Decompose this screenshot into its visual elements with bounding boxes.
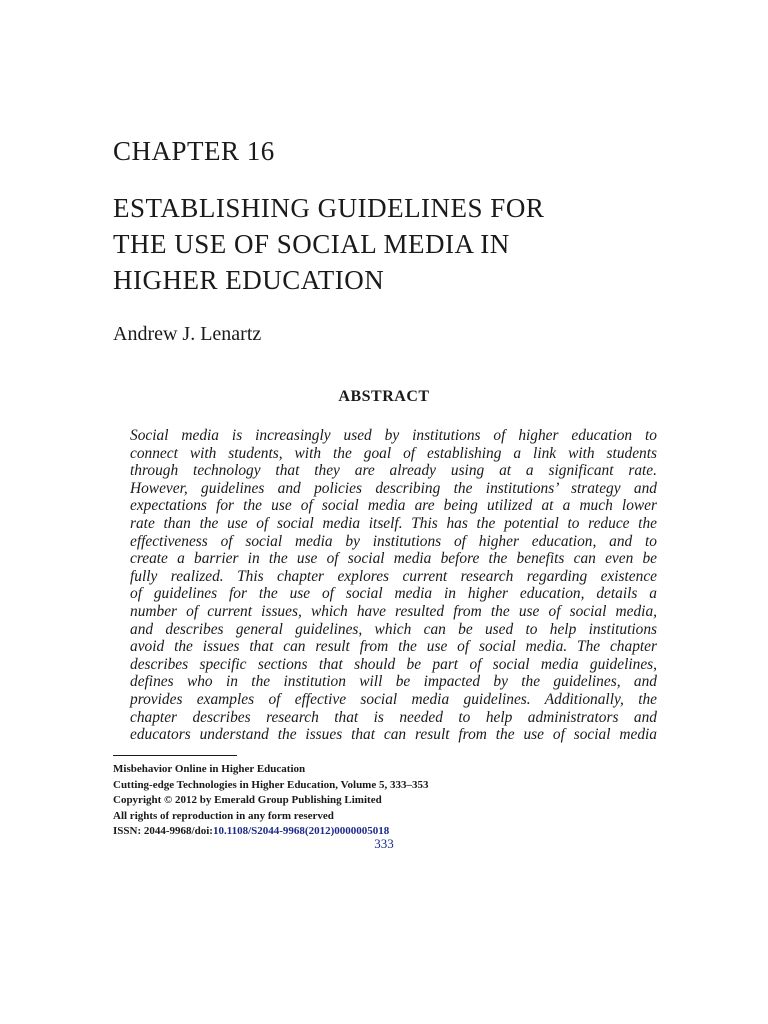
footnote-block — [113, 762, 673, 840]
chapter-title-line: ESTABLISHING GUIDELINES FOR — [113, 193, 545, 223]
copyright-notice: Copyright © 2012 by Emerald Group Publishing Limited — [113, 794, 382, 807]
footnote-divider — [113, 755, 237, 756]
abstract-body — [130, 427, 657, 744]
abstract-line: through technology that they are already using at a significant rate. — [130, 462, 657, 480]
doi-link[interactable]: 10.1108/S2044-9968(2012)0000005018 — [212, 825, 390, 838]
abstract-line: describes specific sections that should be part of social media guidelines, — [130, 655, 657, 673]
page-number: 333 — [374, 836, 394, 851]
issn-label: ISSN: 2044-9968/doi: — [113, 825, 213, 838]
chapter-title — [113, 190, 673, 298]
abstract-line: educators understand the issues that can result from the use of social media — [130, 726, 657, 744]
abstract-line: create a barrier in the use of social media before the benefits can even be — [130, 550, 657, 568]
abstract-line: connect with students, with the goal of establishing a link with students — [130, 444, 657, 462]
chapter-title-line: HIGHER EDUCATION — [113, 265, 385, 295]
author-name: Andrew J. Lenartz — [113, 323, 262, 345]
book-title: Misbehavior Online in Higher Education — [113, 763, 306, 775]
abstract-line: rate than the use of social media itself. This has the potential to reduce the — [130, 514, 657, 532]
abstract-line: Social media is increasingly used by institutions of higher education to — [130, 427, 657, 444]
abstract-line: number of current issues, which have resulted from the use of social media, — [130, 602, 657, 620]
abstract-line: of guidelines for the use of social media in higher education, details a — [130, 585, 657, 603]
abstract-line: avoid the issues that can result from the use of social media. The chapter — [130, 638, 657, 656]
abstract-line: However, guidelines and policies describing the institutions’ strategy and — [130, 479, 657, 497]
abstract-line: expectations for the use of social media are being utilized at a much lower — [130, 497, 657, 515]
abstract-line: fully realized. This chapter explores current research regarding existence — [130, 567, 657, 585]
abstract-line: and describes general guidelines, which can be used to help institutions — [130, 620, 657, 638]
abstract-line: defines who in the institution will be impacted by the guidelines, and — [130, 673, 657, 691]
abstract-heading: ABSTRACT — [338, 388, 430, 405]
chapter-title-line: THE USE OF SOCIAL MEDIA IN — [113, 229, 510, 259]
abstract-line: effectiveness of social media by institutions of higher education, and to — [130, 532, 657, 550]
abstract-line: provides examples of effective social media guidelines. Additionally, the — [130, 690, 657, 708]
abstract-line: chapter describes research that is needed to help administrators and — [130, 708, 657, 726]
rights-notice: All rights of reproduction in any form reserved — [113, 809, 334, 822]
chapter-label: CHAPTER 16 — [113, 136, 275, 166]
series-info: Cutting-edge Technologies in Higher Education, Volume 5, 333–353 — [113, 778, 429, 791]
